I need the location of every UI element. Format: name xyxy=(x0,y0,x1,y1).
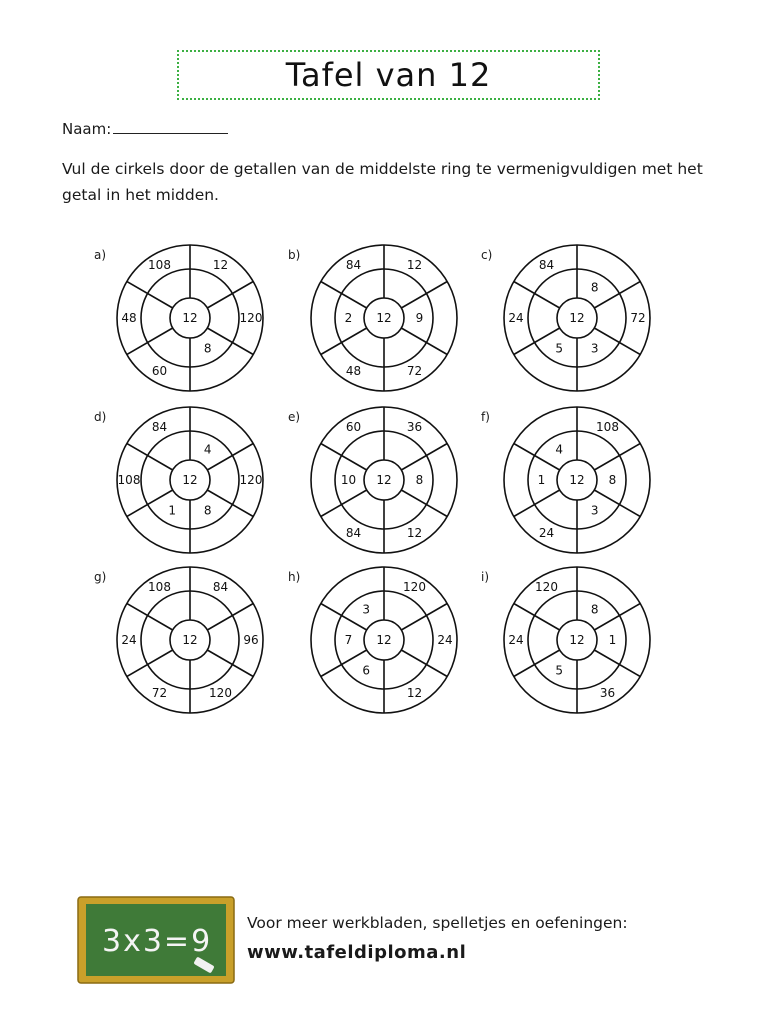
inner-cell[interactable]: 8 xyxy=(590,280,599,295)
sector-divider xyxy=(514,282,560,309)
inner-cell[interactable]: 1 xyxy=(608,633,617,647)
outer-cell[interactable]: 36 xyxy=(599,685,616,700)
outer-cell[interactable]: 120 xyxy=(403,580,426,595)
outer-cell[interactable]: 108 xyxy=(148,258,171,273)
wheel-diagram xyxy=(300,414,470,564)
exercise-wheel xyxy=(94,248,284,408)
sector-divider xyxy=(127,650,173,677)
center-number[interactable]: 12 xyxy=(569,311,585,325)
wheel-diagram xyxy=(300,252,470,402)
exercise-label: b) xyxy=(288,248,301,262)
name-blank-line[interactable] xyxy=(113,120,228,134)
outer-cell[interactable]: 24 xyxy=(508,311,524,325)
exercise-wheel xyxy=(94,570,284,730)
sector-divider xyxy=(321,490,367,517)
sector-divider xyxy=(514,604,560,631)
inner-cell[interactable]: 10 xyxy=(340,473,357,487)
center-number[interactable]: 12 xyxy=(182,473,198,487)
exercise-wheel xyxy=(481,248,671,408)
exercise-label: g) xyxy=(94,570,107,584)
wheel-diagram xyxy=(300,574,470,724)
sector-divider xyxy=(207,650,253,677)
page-title: Tafel van 12 xyxy=(285,56,492,94)
name-label: Naam: xyxy=(62,120,112,138)
outer-cell[interactable]: 84 xyxy=(151,420,168,435)
outer-cell[interactable]: 48 xyxy=(121,311,137,325)
sector-divider xyxy=(514,328,560,355)
outer-cell[interactable]: 108 xyxy=(596,420,619,435)
exercise-wheel xyxy=(94,410,284,570)
inner-cell[interactable]: 9 xyxy=(415,311,424,325)
sector-divider xyxy=(401,444,447,471)
sector-divider xyxy=(207,444,253,471)
outer-cell[interactable]: 120 xyxy=(209,685,232,700)
outer-cell[interactable]: 48 xyxy=(345,363,362,378)
outer-cell[interactable]: 108 xyxy=(148,580,171,595)
center-number[interactable]: 12 xyxy=(569,633,585,647)
sector-divider xyxy=(207,490,253,517)
outer-cell[interactable]: 60 xyxy=(151,363,168,378)
sector-divider xyxy=(127,604,173,631)
center-number[interactable]: 12 xyxy=(376,473,392,487)
outer-cell[interactable]: 84 xyxy=(345,525,362,540)
exercise-label: a) xyxy=(94,248,107,262)
sector-divider xyxy=(514,650,560,677)
outer-cell[interactable]: 12 xyxy=(406,525,423,540)
exercise-label: h) xyxy=(288,570,301,584)
sector-divider xyxy=(594,650,640,677)
wheel-diagram xyxy=(106,574,276,724)
outer-cell[interactable]: 120 xyxy=(535,580,558,595)
sector-divider xyxy=(514,444,560,471)
exercise-label: d) xyxy=(94,410,107,424)
exercise-wheel xyxy=(288,410,478,570)
sector-divider xyxy=(401,604,447,631)
wheel-diagram xyxy=(106,414,276,564)
sector-divider xyxy=(127,282,173,309)
sector-divider xyxy=(594,490,640,517)
outer-cell[interactable]: 24 xyxy=(508,633,524,647)
wheel-diagram xyxy=(493,414,663,564)
outer-cell[interactable]: 24 xyxy=(121,633,137,647)
center-number[interactable]: 12 xyxy=(182,311,198,325)
outer-cell[interactable]: 72 xyxy=(151,685,168,700)
outer-cell[interactable]: 108 xyxy=(117,473,141,487)
inner-cell[interactable]: 8 xyxy=(203,503,212,518)
inner-cell[interactable]: 5 xyxy=(555,341,564,356)
exercise-wheel xyxy=(481,570,671,730)
sector-divider xyxy=(401,328,447,355)
sector-divider xyxy=(594,604,640,631)
inner-cell[interactable]: 3 xyxy=(362,602,371,617)
outer-cell[interactable]: 12 xyxy=(406,258,423,273)
sector-divider xyxy=(127,490,173,517)
sector-divider xyxy=(321,444,367,471)
exercise-label: i) xyxy=(481,570,490,584)
center-number[interactable]: 12 xyxy=(182,633,198,647)
name-field[interactable] xyxy=(62,120,228,138)
sector-divider xyxy=(207,328,253,355)
outer-cell[interactable]: 12 xyxy=(406,685,423,700)
sector-divider xyxy=(401,650,447,677)
exercise-label: c) xyxy=(481,248,493,262)
inner-cell[interactable]: 5 xyxy=(555,663,564,678)
sector-divider xyxy=(207,282,253,309)
instructions-text: Vul de cirkels door de getallen van de middelste ring te vermenigvuldigen met het getal in het midden. xyxy=(62,160,703,204)
inner-cell[interactable]: 4 xyxy=(555,442,564,457)
sector-divider xyxy=(127,328,173,355)
outer-cell[interactable]: 24 xyxy=(538,525,555,540)
inner-cell[interactable]: 4 xyxy=(203,442,212,457)
sector-divider xyxy=(401,282,447,309)
outer-cell[interactable]: 72 xyxy=(630,311,646,325)
sector-divider xyxy=(127,444,173,471)
outer-cell[interactable]: 12 xyxy=(212,258,229,273)
sector-divider xyxy=(514,490,560,517)
outer-cell[interactable]: 24 xyxy=(437,633,453,647)
inner-cell[interactable]: 8 xyxy=(590,602,599,617)
inner-cell[interactable]: 8 xyxy=(415,473,424,487)
sector-divider xyxy=(321,328,367,355)
outer-cell[interactable]: 84 xyxy=(345,258,362,273)
outer-cell[interactable]: 96 xyxy=(243,633,259,647)
outer-cell[interactable]: 120 xyxy=(239,473,263,487)
sector-divider xyxy=(207,604,253,631)
wheel-diagram xyxy=(106,252,276,402)
footer-tagline: Voor meer werkbladen, spelletjes en oefeningen: xyxy=(247,914,628,932)
title-box xyxy=(177,50,600,100)
outer-cell[interactable]: 84 xyxy=(212,580,229,595)
inner-cell[interactable]: 3 xyxy=(590,503,599,518)
inner-cell[interactable]: 1 xyxy=(168,503,177,518)
sector-divider xyxy=(594,282,640,309)
sector-divider xyxy=(401,490,447,517)
outer-cell[interactable]: 36 xyxy=(406,420,423,435)
inner-cell[interactable]: 3 xyxy=(590,341,599,356)
wheel-diagram xyxy=(493,252,663,402)
center-number[interactable]: 12 xyxy=(376,311,392,325)
chalkboard-text: 3x3=9 xyxy=(102,924,213,959)
inner-cell[interactable]: 8 xyxy=(203,341,212,356)
sector-divider xyxy=(321,282,367,309)
inner-cell[interactable]: 1 xyxy=(537,473,546,487)
inner-cell[interactable]: 6 xyxy=(362,663,371,678)
exercise-label: f) xyxy=(481,410,490,424)
sector-divider xyxy=(321,650,367,677)
outer-cell[interactable]: 60 xyxy=(345,420,362,435)
inner-cell[interactable]: 8 xyxy=(608,473,617,487)
center-number[interactable]: 12 xyxy=(569,473,585,487)
sector-divider xyxy=(594,444,640,471)
outer-cell[interactable]: 72 xyxy=(406,363,423,378)
chalkboard-logo xyxy=(76,895,236,985)
inner-cell[interactable]: 2 xyxy=(344,311,353,325)
exercise-wheel xyxy=(288,570,478,730)
exercise-wheel xyxy=(288,248,478,408)
outer-cell[interactable]: 120 xyxy=(239,311,263,325)
outer-cell[interactable]: 84 xyxy=(538,258,555,273)
exercise-label: e) xyxy=(288,410,301,424)
wheel-diagram xyxy=(493,574,663,724)
footer-website-link[interactable]: www.tafeldiploma.nl xyxy=(247,942,467,963)
center-number[interactable]: 12 xyxy=(376,633,392,647)
sector-divider xyxy=(321,604,367,631)
exercise-wheel xyxy=(481,410,671,570)
sector-divider xyxy=(594,328,640,355)
inner-cell[interactable]: 7 xyxy=(344,633,353,647)
